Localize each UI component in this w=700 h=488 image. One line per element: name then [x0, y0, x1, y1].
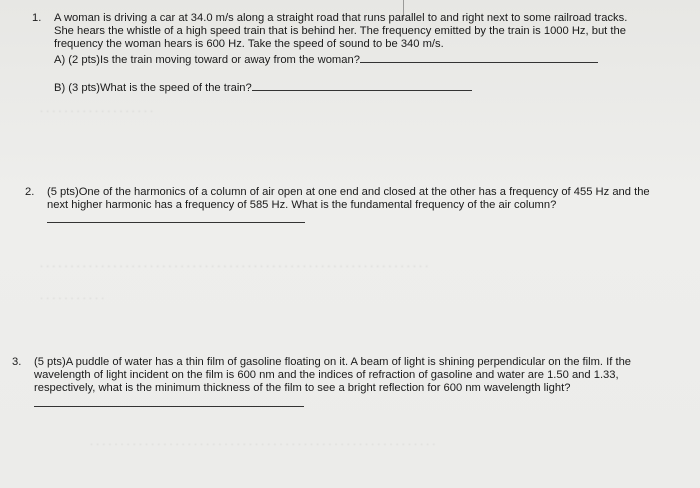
- question-number: 1.: [32, 12, 42, 24]
- question-text: A woman is driving a car at 34.0 m/s along a straight road that runs parallel to and right next to some railroad tracks. She hears the whistle of a high speed train that is behind her. The frequency emitted by the train is 1000 Hz, but the frequency the woman hears is 600 Hz. Take the speed of sound to be 340 m/s.: [54, 12, 628, 51]
- bleed-through-text: . . . . . . . . . . . . . . . . . . . . . . . . . . . . . . . . . . . . . . . . . . . . . . . . . . . . . . . . .: [90, 436, 436, 448]
- bleed-through-text: . . . . . . . . . . . . . . . . . . .: [40, 103, 154, 115]
- question-text: (5 pts)A puddle of water has a thin film of gasoline floating on it. A beam of light is shining perpendicular on the film. If the wavelength of light incident on the film is 600 nm and the indices of refraction of gasoline and water are 1.50 and 1.33, respectively, what is the minimum thickness of the film to see a bright reflection for 600 nm wavelength light?: [34, 356, 632, 395]
- bleed-through-text: . . . . . . . . . . .: [40, 290, 105, 302]
- question-text: (5 pts)One of the harmonics of a column of air open at one end and closed at the other has a frequency of 455 Hz and the next higher harmonic has a frequency of 585 Hz. What is the fundamental frequency of the air column?: [47, 186, 650, 212]
- answer-blank-2[interactable]: [47, 212, 305, 223]
- answer-blank-3[interactable]: [34, 396, 304, 407]
- part-a-text: A) (2 pts)Is the train moving toward or away from the woman?: [54, 53, 360, 66]
- part-b-text: B) (3 pts)What is the speed of the train?: [54, 81, 252, 94]
- question-number: 3.: [12, 356, 22, 368]
- answer-blank-1a[interactable]: [360, 52, 598, 63]
- question-part-a: [54, 52, 647, 67]
- bleed-through-text: . . . . . . . . . . . . . . . . . . . . . . . . . . . . . . . . . . . . . . . . . . . . . . . . . . . . . . . . . . . . . . . .: [40, 258, 429, 270]
- question-part-b: [54, 80, 647, 95]
- answer-blank-1b[interactable]: [252, 80, 472, 91]
- question-number: 2.: [25, 186, 35, 198]
